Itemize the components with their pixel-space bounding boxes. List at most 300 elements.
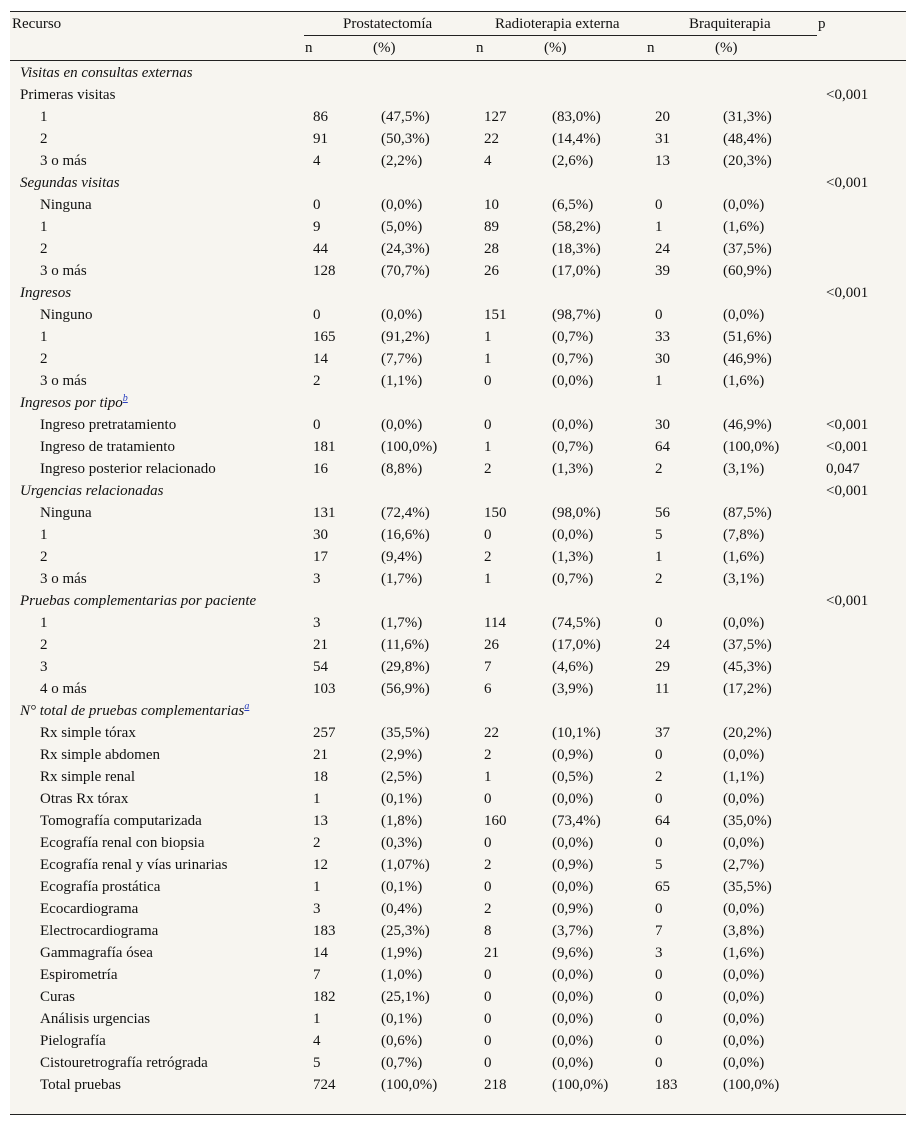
cell-radio-pct: (0,9%) xyxy=(552,747,594,763)
cell-prost-n: 103 xyxy=(313,681,336,697)
cell-prost-pct: (100,0%) xyxy=(381,1077,438,1093)
cell-prost-pct: (0,3%) xyxy=(381,835,423,851)
row-label: 3 o más xyxy=(40,263,87,279)
cell-radio-pct: (0,0%) xyxy=(552,967,594,983)
row-label: Rx simple tórax xyxy=(40,725,136,741)
row-label: 1 xyxy=(40,109,48,125)
cell-braq-pct: (48,4%) xyxy=(723,131,772,147)
cell-radio-pct: (0,0%) xyxy=(552,1033,594,1049)
cell-radio-n: 0 xyxy=(484,967,492,983)
cell-braq-n: 30 xyxy=(655,351,670,367)
cell-prost-pct: (72,4%) xyxy=(381,505,430,521)
cell-prost-n: 14 xyxy=(313,945,328,961)
cell-prost-pct: (1,07%) xyxy=(381,857,430,873)
cell-braq-pct: (0,0%) xyxy=(723,967,765,983)
row-label: 2 xyxy=(40,549,48,565)
cell-braq-n: 2 xyxy=(655,769,663,785)
cell-braq-n: 33 xyxy=(655,329,670,345)
cell-prost-pct: (25,3%) xyxy=(381,923,430,939)
cell-braq-n: 0 xyxy=(655,307,663,323)
section-label-text: Ingresos xyxy=(20,285,72,301)
row-label: Ecografía prostática xyxy=(40,879,161,895)
cell-prost-pct: (24,3%) xyxy=(381,241,430,257)
header-group-radioterapia: Radioterapia externa xyxy=(495,16,620,32)
cell-braq-n: 1 xyxy=(655,549,663,565)
cell-braq-n: 64 xyxy=(655,439,670,455)
cell-braq-n: 0 xyxy=(655,967,663,983)
section-label xyxy=(20,482,163,500)
cell-braq-pct: (46,9%) xyxy=(723,417,772,433)
row-label: Otras Rx tórax xyxy=(40,791,129,807)
cell-prost-n: 2 xyxy=(313,373,321,389)
row-label: Ninguno xyxy=(40,307,93,323)
cell-braq-pct: (20,3%) xyxy=(723,153,772,169)
row-label: 2 xyxy=(40,131,48,147)
header-resource: Recurso xyxy=(12,16,62,32)
row-label: 2 xyxy=(40,351,48,367)
cell-braq-pct: (17,2%) xyxy=(723,681,772,697)
cell-braq-n: 0 xyxy=(655,989,663,1005)
row-label: Ecografía renal y vías urinarias xyxy=(40,857,228,873)
cell-prost-n: 1 xyxy=(313,879,321,895)
cell-radio-pct: (9,6%) xyxy=(552,945,594,961)
cell-radio-n: 0 xyxy=(484,835,492,851)
row-label: Ninguna xyxy=(40,505,92,521)
section-label-text: Segundas visitas xyxy=(20,175,120,191)
cell-braq-pct: (0,0%) xyxy=(723,1055,765,1071)
cell-radio-pct: (83,0%) xyxy=(552,109,601,125)
p-value: <0,001 xyxy=(826,593,869,609)
cell-radio-pct: (0,5%) xyxy=(552,769,594,785)
cell-radio-n: 21 xyxy=(484,945,499,961)
section-label-text: Primeras visitas xyxy=(20,87,116,103)
cell-radio-n: 4 xyxy=(484,153,492,169)
cell-radio-pct: (0,7%) xyxy=(552,351,594,367)
cell-braq-n: 183 xyxy=(655,1077,678,1093)
cell-braq-pct: (87,5%) xyxy=(723,505,772,521)
cell-prost-n: 3 xyxy=(313,901,321,917)
p-value: <0,001 xyxy=(826,175,869,191)
section-label xyxy=(20,284,71,302)
cell-prost-pct: (9,4%) xyxy=(381,549,423,565)
cell-radio-n: 0 xyxy=(484,527,492,543)
cell-braq-n: 1 xyxy=(655,373,663,389)
cell-prost-pct: (2,5%) xyxy=(381,769,423,785)
cell-prost-pct: (0,1%) xyxy=(381,791,423,807)
row-label: Rx simple renal xyxy=(40,769,135,785)
cell-braq-n: 39 xyxy=(655,263,670,279)
cell-braq-pct: (35,5%) xyxy=(723,879,772,895)
cell-braq-n: 24 xyxy=(655,637,670,653)
cell-radio-n: 26 xyxy=(484,263,499,279)
cell-braq-pct: (1,6%) xyxy=(723,219,765,235)
cell-radio-pct: (3,7%) xyxy=(552,923,594,939)
section-label xyxy=(20,174,120,192)
cell-radio-pct: (0,9%) xyxy=(552,901,594,917)
cell-radio-pct: (14,4%) xyxy=(552,131,601,147)
cell-radio-n: 26 xyxy=(484,637,499,653)
row-label: Análisis urgencias xyxy=(40,1011,151,1027)
cell-prost-pct: (1,9%) xyxy=(381,945,423,961)
cell-prost-n: 12 xyxy=(313,857,328,873)
cell-radio-pct: (0,7%) xyxy=(552,439,594,455)
cell-radio-pct: (0,0%) xyxy=(552,373,594,389)
cell-radio-pct: (0,0%) xyxy=(552,417,594,433)
header-group-braquiterapia: Braquiterapia xyxy=(689,16,771,32)
cell-radio-n: 0 xyxy=(484,989,492,1005)
cell-prost-n: 4 xyxy=(313,1033,321,1049)
cell-braq-pct: (1,6%) xyxy=(723,373,765,389)
cell-braq-n: 7 xyxy=(655,923,663,939)
cell-radio-pct: (98,0%) xyxy=(552,505,601,521)
cell-braq-n: 0 xyxy=(655,835,663,851)
cell-radio-n: 22 xyxy=(484,725,499,741)
cell-braq-pct: (0,0%) xyxy=(723,835,765,851)
cell-prost-n: 3 xyxy=(313,615,321,631)
row-label: 2 xyxy=(40,637,48,653)
cell-radio-n: 127 xyxy=(484,109,507,125)
cell-prost-n: 165 xyxy=(313,329,336,345)
cell-radio-pct: (0,0%) xyxy=(552,1055,594,1071)
row-label: Gammagrafía ósea xyxy=(40,945,153,961)
cell-radio-n: 6 xyxy=(484,681,492,697)
cell-radio-pct: (74,5%) xyxy=(552,615,601,631)
cell-prost-n: 86 xyxy=(313,109,328,125)
cell-braq-pct: (1,6%) xyxy=(723,945,765,961)
cell-braq-n: 1 xyxy=(655,219,663,235)
row-label: 1 xyxy=(40,219,48,235)
cell-radio-n: 0 xyxy=(484,373,492,389)
row-label: 3 o más xyxy=(40,153,87,169)
cell-braq-pct: (7,8%) xyxy=(723,527,765,543)
cell-radio-pct: (98,7%) xyxy=(552,307,601,323)
row-label: 3 xyxy=(40,659,48,675)
cell-prost-pct: (0,1%) xyxy=(381,879,423,895)
cell-prost-pct: (0,0%) xyxy=(381,417,423,433)
cell-radio-n: 2 xyxy=(484,549,492,565)
cell-prost-n: 17 xyxy=(313,549,328,565)
cell-braq-pct: (0,0%) xyxy=(723,197,765,213)
cell-braq-n: 56 xyxy=(655,505,670,521)
cell-radio-n: 8 xyxy=(484,923,492,939)
cell-radio-pct: (73,4%) xyxy=(552,813,601,829)
cell-radio-n: 151 xyxy=(484,307,507,323)
cell-braq-pct: (3,1%) xyxy=(723,461,765,477)
cell-braq-n: 0 xyxy=(655,1033,663,1049)
cell-prost-pct: (0,4%) xyxy=(381,901,423,917)
cell-radio-n: 114 xyxy=(484,615,506,631)
cell-radio-n: 1 xyxy=(484,329,492,345)
cell-prost-pct: (70,7%) xyxy=(381,263,430,279)
cell-braq-pct: (51,6%) xyxy=(723,329,772,345)
cell-braq-pct: (0,0%) xyxy=(723,307,765,323)
cell-braq-n: 0 xyxy=(655,901,663,917)
group-header-rule xyxy=(304,35,817,36)
section-label-text: Ingresos por tipo xyxy=(20,395,123,411)
cell-prost-pct: (0,0%) xyxy=(381,307,423,323)
cell-radio-n: 1 xyxy=(484,439,492,455)
cell-radio-n: 0 xyxy=(484,791,492,807)
subheader-pct: (%) xyxy=(544,40,567,56)
cell-braq-n: 31 xyxy=(655,131,670,147)
cell-braq-n: 0 xyxy=(655,791,663,807)
cell-braq-pct: (37,5%) xyxy=(723,637,772,653)
cell-prost-n: 14 xyxy=(313,351,328,367)
row-label: Curas xyxy=(40,989,75,1005)
subheader-pct: (%) xyxy=(373,40,396,56)
cell-braq-pct: (0,0%) xyxy=(723,1011,765,1027)
cell-braq-pct: (0,0%) xyxy=(723,989,765,1005)
section-label xyxy=(20,592,256,610)
cell-prost-pct: (8,8%) xyxy=(381,461,423,477)
cell-braq-n: 5 xyxy=(655,857,663,873)
cell-prost-pct: (1,0%) xyxy=(381,967,423,983)
cell-radio-n: 28 xyxy=(484,241,499,257)
cell-prost-pct: (0,6%) xyxy=(381,1033,423,1049)
cell-braq-pct: (2,7%) xyxy=(723,857,765,873)
cell-prost-pct: (2,2%) xyxy=(381,153,423,169)
cell-prost-n: 183 xyxy=(313,923,336,939)
cell-prost-pct: (7,7%) xyxy=(381,351,423,367)
cell-radio-n: 1 xyxy=(484,351,492,367)
cell-radio-n: 1 xyxy=(484,571,492,587)
cell-braq-n: 29 xyxy=(655,659,670,675)
cell-prost-n: 724 xyxy=(313,1077,336,1093)
cell-braq-pct: (0,0%) xyxy=(723,901,765,917)
cell-radio-pct: (6,5%) xyxy=(552,197,594,213)
cell-prost-pct: (29,8%) xyxy=(381,659,430,675)
cell-prost-n: 0 xyxy=(313,197,321,213)
cell-prost-pct: (1,1%) xyxy=(381,373,423,389)
row-label: Total pruebas xyxy=(40,1077,122,1093)
cell-braq-n: 20 xyxy=(655,109,670,125)
cell-prost-n: 54 xyxy=(313,659,328,675)
row-label: Ingreso de tratamiento xyxy=(40,439,175,455)
cell-prost-n: 4 xyxy=(313,153,321,169)
cell-radio-pct: (17,0%) xyxy=(552,637,601,653)
cell-prost-pct: (35,5%) xyxy=(381,725,430,741)
cell-braq-pct: (0,0%) xyxy=(723,747,765,763)
cell-braq-n: 24 xyxy=(655,241,670,257)
results-table xyxy=(10,11,906,1115)
cell-prost-n: 257 xyxy=(313,725,336,741)
cell-braq-pct: (100,0%) xyxy=(723,439,780,455)
cell-braq-pct: (60,9%) xyxy=(723,263,772,279)
row-label: Ecografía renal con biopsia xyxy=(40,835,205,851)
cell-prost-n: 21 xyxy=(313,747,328,763)
cell-prost-n: 18 xyxy=(313,769,328,785)
p-value: <0,001 xyxy=(826,483,869,499)
cell-radio-n: 0 xyxy=(484,1011,492,1027)
cell-prost-pct: (1,7%) xyxy=(381,615,423,631)
cell-prost-pct: (0,7%) xyxy=(381,1055,423,1071)
cell-prost-n: 3 xyxy=(313,571,321,587)
subheader-n: n xyxy=(647,40,655,56)
cell-radio-n: 2 xyxy=(484,901,492,917)
cell-braq-pct: (1,6%) xyxy=(723,549,765,565)
cell-braq-n: 0 xyxy=(655,747,663,763)
subheader-pct: (%) xyxy=(715,40,738,56)
cell-radio-n: 150 xyxy=(484,505,507,521)
cell-radio-n: 218 xyxy=(484,1077,507,1093)
section-label-text: Urgencias relacionadas xyxy=(20,483,164,499)
section-label-text: Visitas en consultas externas xyxy=(20,65,193,81)
cell-prost-pct: (91,2%) xyxy=(381,329,430,345)
cell-prost-n: 21 xyxy=(313,637,328,653)
subheader-n: n xyxy=(476,40,484,56)
cell-prost-pct: (2,9%) xyxy=(381,747,423,763)
cell-radio-pct: (10,1%) xyxy=(552,725,601,741)
cell-radio-n: 0 xyxy=(484,417,492,433)
cell-radio-n: 10 xyxy=(484,197,499,213)
cell-prost-pct: (0,1%) xyxy=(381,1011,423,1027)
cell-prost-n: 5 xyxy=(313,1055,321,1071)
cell-prost-pct: (47,5%) xyxy=(381,109,430,125)
cell-braq-pct: (1,1%) xyxy=(723,769,765,785)
section-label-text: N° total de pruebas complementarias xyxy=(20,703,245,719)
cell-braq-n: 3 xyxy=(655,945,663,961)
cell-prost-n: 7 xyxy=(313,967,321,983)
footnote-link[interactable]: b xyxy=(122,393,128,404)
cell-radio-n: 0 xyxy=(484,879,492,895)
cell-prost-n: 131 xyxy=(313,505,336,521)
section-label xyxy=(20,64,193,82)
cell-radio-pct: (0,0%) xyxy=(552,879,594,895)
cell-braq-n: 0 xyxy=(655,1011,663,1027)
cell-radio-pct: (0,0%) xyxy=(552,791,594,807)
cell-radio-pct: (1,3%) xyxy=(552,461,594,477)
cell-radio-pct: (0,9%) xyxy=(552,857,594,873)
row-label: Pielografía xyxy=(40,1033,106,1049)
cell-radio-n: 2 xyxy=(484,461,492,477)
cell-prost-pct: (11,6%) xyxy=(381,637,430,653)
cell-prost-pct: (0,0%) xyxy=(381,197,423,213)
cell-prost-n: 9 xyxy=(313,219,321,235)
cell-prost-n: 44 xyxy=(313,241,328,257)
cell-radio-n: 7 xyxy=(484,659,492,675)
cell-radio-pct: (4,6%) xyxy=(552,659,594,675)
cell-prost-n: 0 xyxy=(313,307,321,323)
cell-braq-n: 65 xyxy=(655,879,670,895)
row-label: Rx simple abdomen xyxy=(40,747,160,763)
cell-radio-n: 2 xyxy=(484,857,492,873)
section-label xyxy=(20,394,128,412)
cell-braq-n: 64 xyxy=(655,813,670,829)
cell-prost-pct: (25,1%) xyxy=(381,989,430,1005)
cell-radio-pct: (1,3%) xyxy=(552,549,594,565)
subheader-n: n xyxy=(305,40,313,56)
cell-prost-n: 2 xyxy=(313,835,321,851)
row-label: 3 o más xyxy=(40,571,87,587)
cell-braq-n: 13 xyxy=(655,153,670,169)
row-label: Electrocardiograma xyxy=(40,923,159,939)
footnote-link[interactable]: a xyxy=(244,701,250,712)
row-label: Tomografía computarizada xyxy=(40,813,202,829)
row-label: 3 o más xyxy=(40,373,87,389)
row-label: Ingreso pretratamiento xyxy=(40,417,177,433)
cell-prost-pct: (16,6%) xyxy=(381,527,430,543)
cell-braq-n: 11 xyxy=(655,681,670,697)
p-value: <0,001 xyxy=(826,439,869,455)
cell-braq-n: 5 xyxy=(655,527,663,543)
cell-radio-pct: (0,0%) xyxy=(552,989,594,1005)
cell-radio-n: 160 xyxy=(484,813,507,829)
cell-braq-pct: (45,3%) xyxy=(723,659,772,675)
cell-prost-pct: (100,0%) xyxy=(381,439,438,455)
cell-radio-pct: (100,0%) xyxy=(552,1077,609,1093)
header-group-prostatectomia: Prostatectomía xyxy=(343,16,433,32)
header-p: p xyxy=(818,16,826,32)
cell-radio-pct: (0,0%) xyxy=(552,835,594,851)
cell-prost-n: 13 xyxy=(313,813,328,829)
row-label: 1 xyxy=(40,527,48,543)
cell-braq-pct: (0,0%) xyxy=(723,791,765,807)
cell-braq-n: 30 xyxy=(655,417,670,433)
section-label xyxy=(20,702,249,720)
cell-prost-n: 91 xyxy=(313,131,328,147)
header-rule xyxy=(10,60,906,61)
row-label: Ninguna xyxy=(40,197,92,213)
p-value: <0,001 xyxy=(826,417,869,433)
cell-prost-n: 1 xyxy=(313,1011,321,1027)
cell-radio-n: 2 xyxy=(484,747,492,763)
section-label-text: Pruebas complementarias por paciente xyxy=(20,593,257,609)
row-label: 2 xyxy=(40,241,48,257)
row-label: Ingreso posterior relacionado xyxy=(40,461,216,477)
cell-braq-pct: (35,0%) xyxy=(723,813,772,829)
cell-radio-n: 1 xyxy=(484,769,492,785)
cell-prost-pct: (1,7%) xyxy=(381,571,423,587)
cell-prost-pct: (1,8%) xyxy=(381,813,423,829)
p-value: <0,001 xyxy=(826,87,869,103)
cell-prost-n: 0 xyxy=(313,417,321,433)
cell-radio-pct: (0,0%) xyxy=(552,527,594,543)
cell-braq-n: 0 xyxy=(655,1055,663,1071)
cell-braq-n: 2 xyxy=(655,461,663,477)
cell-prost-pct: (56,9%) xyxy=(381,681,430,697)
cell-radio-pct: (0,7%) xyxy=(552,329,594,345)
cell-prost-n: 128 xyxy=(313,263,336,279)
cell-radio-pct: (18,3%) xyxy=(552,241,601,257)
row-label: Cistouretrografía retrógrada xyxy=(40,1055,208,1071)
cell-prost-n: 16 xyxy=(313,461,328,477)
row-label: 1 xyxy=(40,615,48,631)
cell-prost-n: 1 xyxy=(313,791,321,807)
cell-radio-pct: (17,0%) xyxy=(552,263,601,279)
row-label: Espirometría xyxy=(40,967,118,983)
cell-braq-n: 2 xyxy=(655,571,663,587)
cell-radio-pct: (58,2%) xyxy=(552,219,601,235)
row-label: 1 xyxy=(40,329,48,345)
cell-braq-pct: (20,2%) xyxy=(723,725,772,741)
cell-braq-n: 37 xyxy=(655,725,670,741)
cell-radio-pct: (3,9%) xyxy=(552,681,594,697)
cell-braq-pct: (46,9%) xyxy=(723,351,772,367)
cell-braq-n: 0 xyxy=(655,615,663,631)
cell-radio-n: 0 xyxy=(484,1055,492,1071)
cell-radio-n: 89 xyxy=(484,219,499,235)
row-label: 4 o más xyxy=(40,681,87,697)
p-value: <0,001 xyxy=(826,285,869,301)
cell-braq-pct: (3,1%) xyxy=(723,571,765,587)
section-label xyxy=(20,86,115,104)
cell-braq-n: 0 xyxy=(655,197,663,213)
cell-braq-pct: (0,0%) xyxy=(723,615,765,631)
cell-prost-pct: (50,3%) xyxy=(381,131,430,147)
cell-radio-pct: (0,7%) xyxy=(552,571,594,587)
cell-radio-n: 0 xyxy=(484,1033,492,1049)
row-label: Ecocardiograma xyxy=(40,901,139,917)
